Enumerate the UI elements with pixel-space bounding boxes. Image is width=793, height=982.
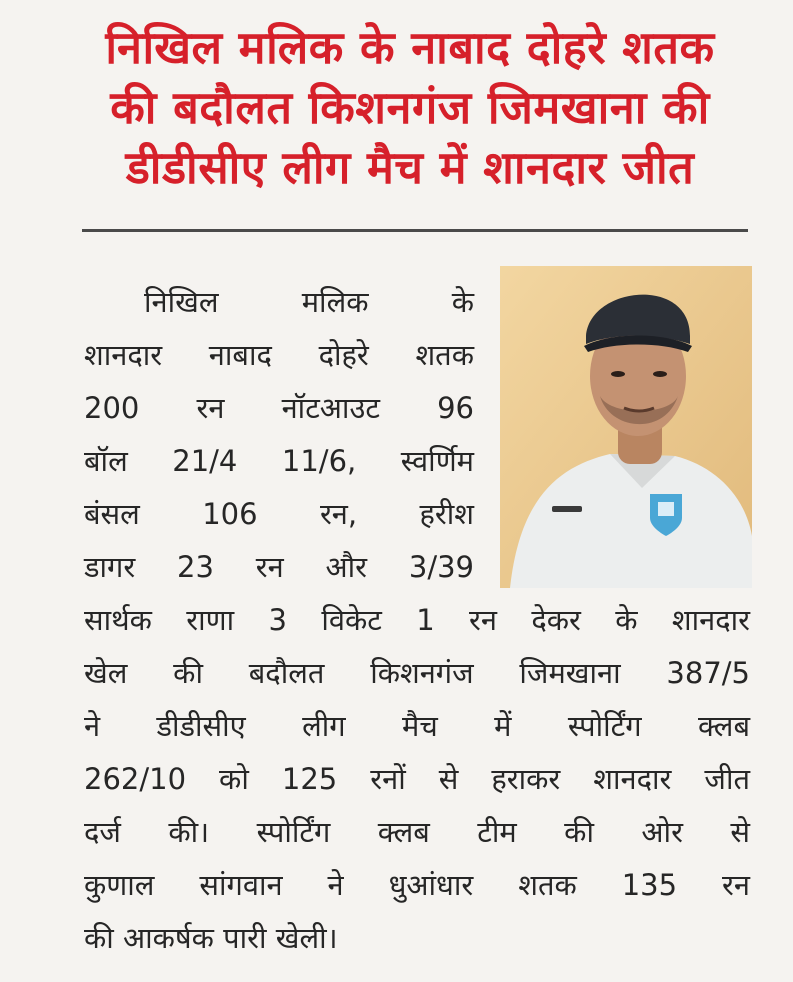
body-line-3: ने डीडीसीए लीग मैच में स्पोर्टिंग क्लब: [84, 709, 750, 743]
intro-line-5: बंसल 106 रन, हरीश: [84, 497, 474, 531]
body-line-5: दर्ज की। स्पोर्टिंग क्लब टीम की ओर से: [84, 815, 750, 849]
intro-column: [84, 276, 474, 594]
intro-line-1: निखिल मलिक के: [144, 285, 474, 319]
player-photo: [500, 266, 752, 588]
headline: [70, 18, 750, 198]
body-line-2: खेल की बदौलत किशनगंज जिमखाना 387/5: [84, 656, 750, 690]
body-line-1: सार्थक राणा 3 विकेट 1 रन देकर के शानदार: [84, 603, 750, 637]
intro-line-4: बॉल 21/4 11/6, स्वर्णिम: [84, 444, 474, 478]
body-line-7: की आकर्षक पारी खेली।: [84, 921, 338, 955]
intro-line-3: 200 रन नॉटआउट 96: [84, 391, 474, 425]
headline-divider: [82, 229, 748, 232]
body-column: [84, 594, 750, 965]
headline-line-3: डीडीसीए लीग मैच में शानदार जीत: [125, 141, 695, 194]
headline-line-1: निखिल मलिक के नाबाद दोहरे शतक: [105, 21, 715, 74]
intro-line-2: शानदार नाबाद दोहरे शतक: [84, 338, 474, 372]
body-line-4: 262/10 को 125 रनों से हराकर शानदार जीत: [84, 762, 750, 796]
intro-line-6: डागर 23 रन और 3/39: [84, 550, 474, 584]
body-line-6: कुणाल सांगवान ने धुआंधार शतक 135 रन: [84, 868, 750, 902]
headline-line-2: की बदौलत किशनगंज जिमखाना की: [110, 81, 710, 134]
